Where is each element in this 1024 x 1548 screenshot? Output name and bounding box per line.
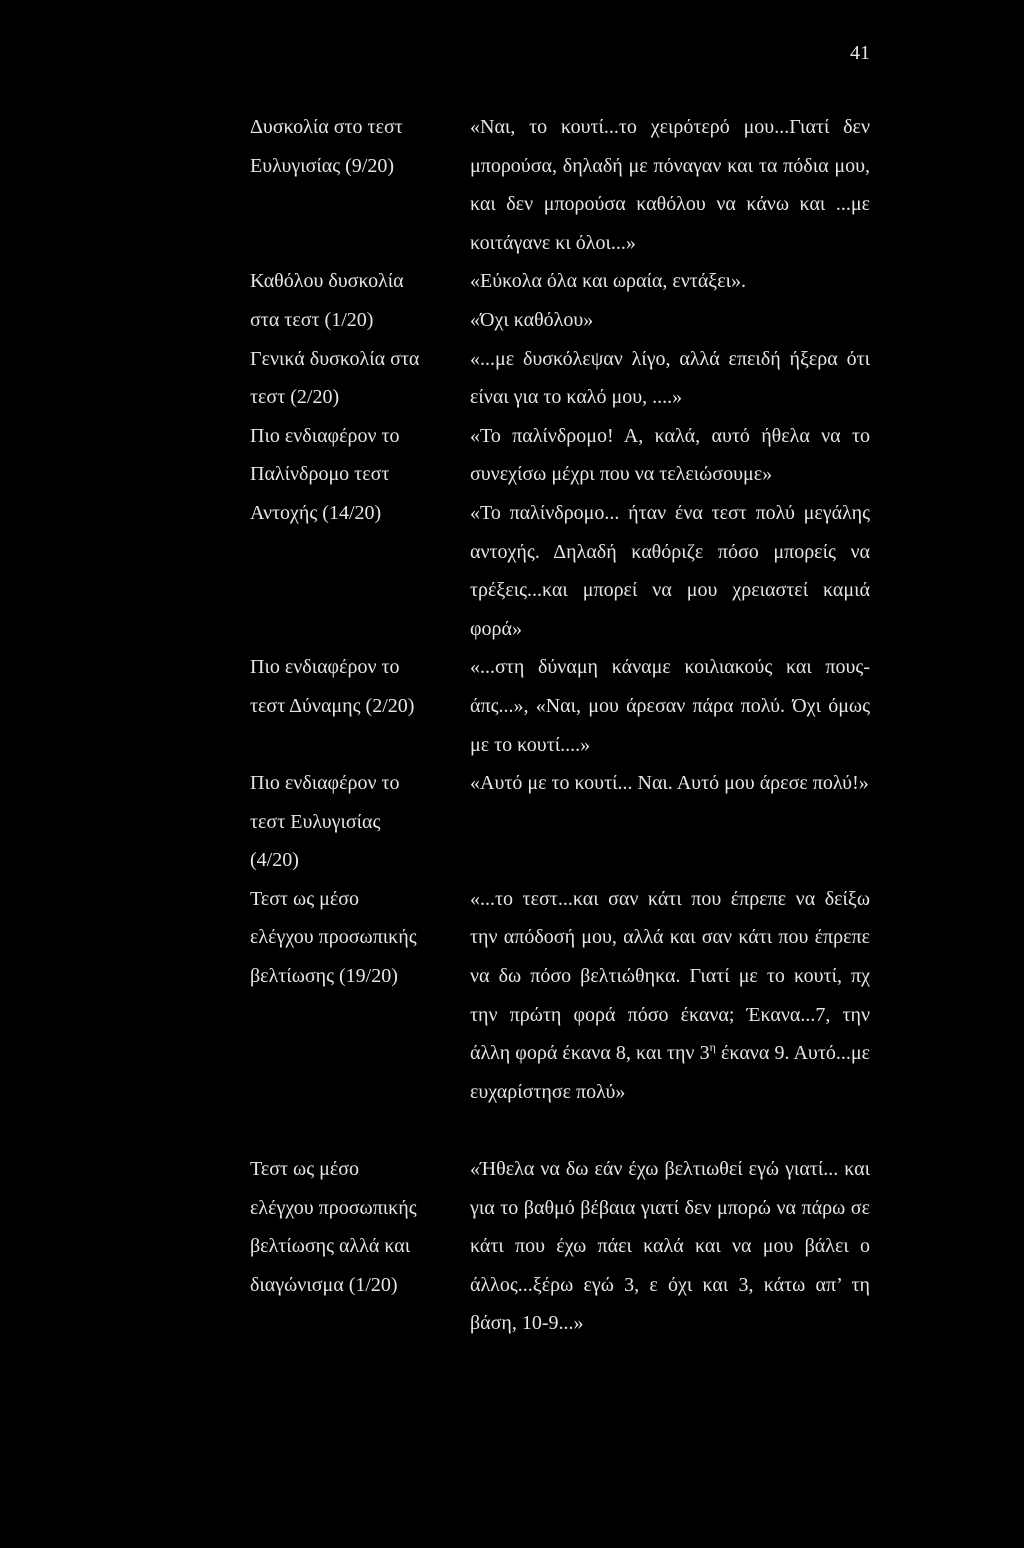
category-line: Πιο ενδιαφέρον το	[250, 424, 400, 447]
quote-text: «Εύκολα όλα και ωραία, εντάξει».	[470, 270, 747, 293]
category-line: στα τεστ (1/20)	[250, 308, 374, 331]
category-line: Καθόλου δυσκολία	[250, 270, 404, 293]
quote-text: «Το παλίνδρομο... ήταν ένα τεστ πολύ μεγάλης αντοχής. Δηλαδή καθόριζε πόσο μπορείς να τρέξεις...και μπορεί να μου χρειαστεί καμιά φορά»	[470, 501, 870, 640]
table-row	[250, 108, 870, 262]
category-line: τεστ Δύναμης (2/20)	[250, 694, 415, 717]
category-line: βελτίωσης αλλά και	[250, 1235, 411, 1258]
quote-cell	[470, 340, 870, 417]
ordinal-superscript: η	[709, 1040, 716, 1055]
category-line: Γενικά δυσκολία στα	[250, 347, 420, 370]
category-line: Ευλυγισίας (9/20)	[250, 154, 395, 177]
quote-text: «Όχι καθόλου»	[470, 308, 594, 331]
category-cell	[250, 648, 470, 725]
category-line: ελέγχου προσωπικής	[250, 1196, 417, 1219]
quote-cell	[470, 417, 870, 649]
quote-text	[470, 880, 870, 1112]
table-row	[250, 340, 870, 417]
table-row	[250, 262, 870, 339]
category-line: (4/20)	[250, 849, 299, 872]
category-line: Πιο ενδιαφέρον το	[250, 772, 400, 795]
category-cell	[250, 108, 470, 185]
category-cell	[250, 1150, 470, 1304]
table-row	[250, 1150, 870, 1343]
category-cell	[250, 764, 470, 880]
table-row	[250, 880, 870, 1150]
quote-cell	[470, 880, 870, 1150]
category-line: Παλίνδρομο τεστ	[250, 463, 390, 486]
quote-text-part: «...το τεστ...και σαν κάτι που έπρεπε να δείξω την απόδοσή μου, αλλά και σαν κάτι που έπρεπε να δω πόσο βελτιώθηκα. Γιατί με το κουτί, πχ την πρώτη φορά πόσο έκανα; Έκανα...7, την άλλη φορά έκανα 8, και την 3	[470, 887, 870, 1065]
category-line: βελτίωσης (19/20)	[250, 965, 398, 988]
quote-text: «...με δυσκόλεψαν λίγο, αλλά επειδή ήξερα ότι είναι για το καλό μου, ....»	[470, 347, 870, 409]
quote-text: «Ήθελα να δω εάν έχω βελτιωθεί εγώ γιατί... και για το βαθμό βέβαια γιατί δεν μπορώ να πάρω σε κάτι που έχω πάει καλά και να μου βάλει ο άλλος...ξέρω εγώ 3, ε όχι και 3, κάτω απ’ τη βάση, 10-9...»	[470, 1158, 870, 1335]
row-spacer	[470, 1111, 870, 1150]
quote-cell	[470, 262, 870, 339]
table-row	[250, 648, 870, 764]
category-line: τεστ (2/20)	[250, 386, 340, 409]
quote-text-part: έκανα 9. Αυτό...με ευχαρίστησε πολύ»	[470, 1042, 870, 1103]
category-cell	[250, 417, 470, 533]
quote-text: «...στη δύναμη κάναμε κοιλιακούς και πους-άπς...», «Ναι, μου άρεσαν πάρα πολύ. Όχι όμως με το κουτί....»	[470, 656, 870, 756]
quote-cell	[470, 108, 870, 262]
category-line: Δυσκολία στο τεστ	[250, 116, 403, 138]
quote-cell	[470, 764, 870, 803]
quote-text: «Αυτό με το κουτί... Ναι. Αυτό μου άρεσε πολύ!»	[470, 772, 869, 795]
quote-text: «Το παλίνδρομο! Α, καλά, αυτό ήθελα να το συνεχίσω μέχρι που να τελειώσουμε»	[470, 424, 870, 486]
category-line: Τεστ ως μέσο	[250, 887, 360, 910]
quote-text: «Ναι, το κουτί...το χειρότερό μου...Γιατί δεν μπορούσα, δηλαδή με πόναγαν και τα πόδια μου, και δεν μπορούσα καθόλου να κάνω και ...με κοιτάγανε κι όλοι...»	[470, 116, 870, 254]
category-cell	[250, 340, 470, 417]
category-line: Αντοχής (14/20)	[250, 501, 382, 524]
interview-findings-table	[250, 108, 870, 1343]
quote-cell	[470, 1150, 870, 1343]
category-line: Τεστ ως μέσο	[250, 1158, 360, 1181]
table-row	[250, 417, 870, 649]
category-line: τεστ Ευλυγισίας	[250, 810, 381, 833]
table-row	[250, 764, 870, 880]
category-line: διαγώνισμα (1/20)	[250, 1273, 398, 1296]
category-line: Πιο ενδιαφέρον το	[250, 656, 400, 679]
category-cell	[250, 880, 470, 996]
quote-cell	[470, 648, 870, 764]
category-cell	[250, 262, 470, 339]
category-line: ελέγχου προσωπικής	[250, 926, 417, 949]
page-number: 41	[850, 42, 870, 64]
